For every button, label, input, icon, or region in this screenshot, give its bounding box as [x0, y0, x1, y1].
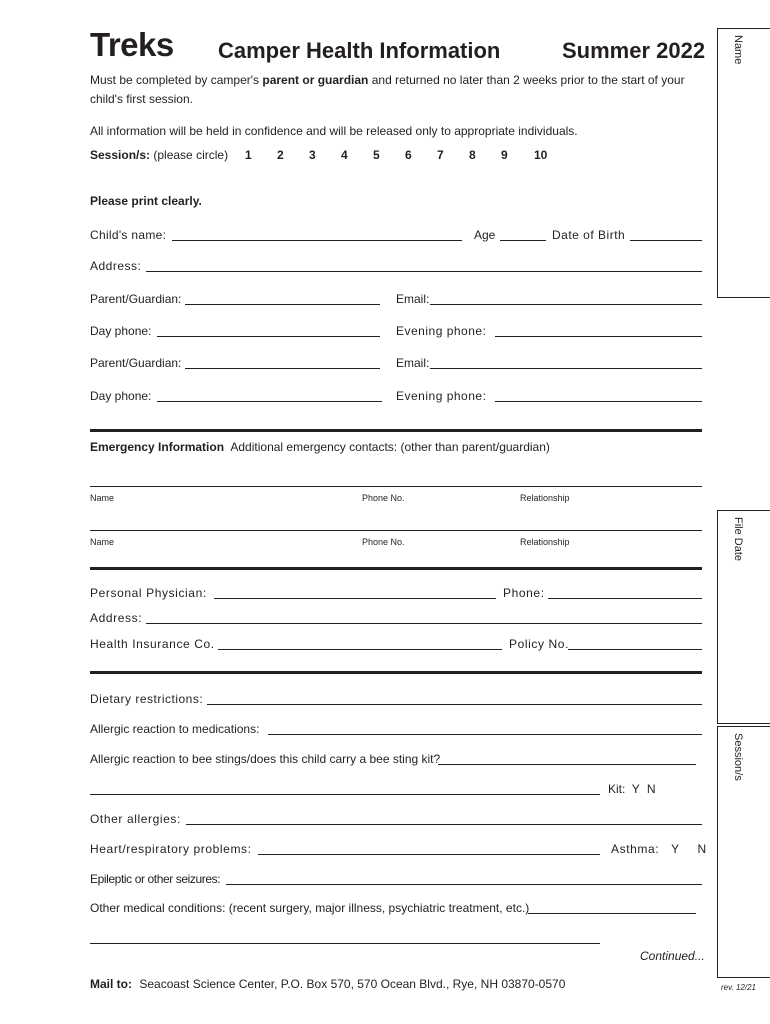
brand-title: Treks [90, 26, 174, 63]
kit-label: Kit: [608, 782, 626, 796]
asthma-no-option[interactable]: N [697, 842, 707, 856]
intro-line-2: child's first session. [90, 92, 193, 106]
bee-sting-label: Allergic reaction to bee stings/does this child carry a bee sting kit? [90, 752, 441, 766]
other-conditions-field-2[interactable] [90, 931, 600, 944]
asthma-row [611, 842, 707, 856]
emergency-2-phone-caption: Phone No. [362, 537, 405, 547]
session-option[interactable]: 1 [245, 148, 252, 162]
emergency-title: Emergency Information [90, 440, 225, 454]
session-option[interactable]: 10 [534, 148, 548, 162]
intro-text-bold: parent or guardian [262, 73, 369, 87]
asthma-label: Asthma: [611, 842, 660, 856]
session-option[interactable]: 6 [405, 148, 412, 162]
address-label: Address: [90, 259, 142, 273]
physician-phone-label: Phone: [503, 586, 545, 600]
insurance-label: Health Insurance Co. [90, 637, 215, 651]
sessions-label: Session/s: [90, 148, 151, 162]
file-date-tab-label: File Date [732, 517, 744, 562]
kit-no-option[interactable]: N [646, 782, 656, 796]
confidence-note: All information will be held in confidence and will be released only to appropriate individuals. [90, 124, 578, 138]
print-clearly-note: Please print clearly. [90, 194, 202, 208]
other-conditions-label: Other medical conditions: (recent surgery, major illness, psychiatric treatment, etc.) [90, 901, 530, 915]
physician-field[interactable] [214, 586, 496, 599]
sessions-label-row [90, 148, 228, 162]
dietary-label: Dietary restrictions: [90, 692, 204, 706]
session-option[interactable]: 8 [469, 148, 476, 162]
parent2-field[interactable] [185, 356, 380, 369]
day-phone2-label: Day phone: [90, 389, 152, 403]
session-option[interactable]: 7 [437, 148, 444, 162]
seizures-field[interactable] [226, 872, 702, 885]
kit-row [608, 782, 656, 796]
evening-phone2-label: Evening phone: [396, 389, 487, 403]
section-divider [90, 671, 702, 674]
heart-field[interactable] [258, 842, 600, 855]
section-divider [90, 429, 702, 432]
parent2-label: Parent/Guardian: [90, 356, 182, 370]
evening-phone1-field[interactable] [495, 324, 702, 337]
dob-field[interactable] [630, 228, 702, 241]
policy-label: Policy No. [509, 637, 570, 651]
emergency-2-relationship-caption: Relationship [520, 537, 570, 547]
dob-label: Date of Birth [552, 228, 626, 242]
parent1-label: Parent/Guardian: [90, 292, 182, 306]
session-option[interactable]: 9 [501, 148, 508, 162]
mail-to-row [90, 977, 565, 991]
physician-address-field[interactable] [146, 611, 702, 624]
emergency-1-name-caption: Name [90, 493, 115, 503]
emergency-1-relationship-caption: Relationship [520, 493, 570, 503]
continued-note: Continued... [640, 949, 705, 963]
other-conditions-field[interactable] [528, 901, 696, 914]
emergency-contact-1-field[interactable] [90, 474, 702, 487]
bee-sting-details-field[interactable] [90, 782, 600, 795]
child-name-label: Child's name: [90, 228, 167, 242]
emergency-contact-2-field[interactable] [90, 518, 702, 531]
intro-text-pre: Must be completed by camper's [90, 73, 263, 87]
other-allergies-field[interactable] [186, 812, 702, 825]
emergency-subtitle: Additional emergency contacts: (other than parent/guardian) [230, 440, 550, 454]
evening-phone2-field[interactable] [495, 389, 702, 402]
intro-line-1 [90, 73, 685, 87]
parent1-field[interactable] [185, 292, 380, 305]
physician-phone-field[interactable] [548, 586, 702, 599]
day-phone1-field[interactable] [157, 324, 380, 337]
emergency-1-phone-caption: Phone No. [362, 493, 405, 503]
other-allergies-label: Other allergies: [90, 812, 181, 826]
session-option[interactable]: 2 [277, 148, 284, 162]
email1-field[interactable] [430, 292, 702, 305]
address-field[interactable] [146, 259, 702, 272]
mail-to-address: Seacoast Science Center, P.O. Box 570, 570 Ocean Blvd., Rye, NH 03870-0570 [139, 977, 566, 991]
day-phone1-label: Day phone: [90, 324, 152, 338]
mail-to-label: Mail to: [90, 977, 132, 991]
email2-label: Email: [396, 356, 430, 370]
physician-label: Personal Physician: [90, 586, 207, 600]
emergency-2-name-caption: Name [90, 537, 115, 547]
evening-phone1-label: Evening phone: [396, 324, 487, 338]
section-divider [90, 567, 702, 570]
emergency-heading [90, 440, 550, 454]
bee-sting-field[interactable] [438, 752, 696, 765]
kit-yes-option[interactable]: Y [631, 782, 640, 796]
heart-label: Heart/respiratory problems: [90, 842, 252, 856]
session-option[interactable]: 3 [309, 148, 316, 162]
age-label: Age [474, 228, 496, 242]
revision-note: rev. 12/21 [721, 983, 756, 992]
season-title: Summer 2022 [562, 38, 706, 63]
child-name-field[interactable] [172, 228, 462, 241]
sessions-hint: (please circle) [153, 148, 229, 162]
asthma-yes-option[interactable]: Y [671, 842, 680, 856]
policy-field[interactable] [568, 637, 702, 650]
age-field[interactable] [500, 228, 546, 241]
dietary-field[interactable] [207, 692, 702, 705]
email1-label: Email: [396, 292, 430, 306]
name-tab [717, 28, 770, 298]
med-allergy-label: Allergic reaction to medications: [90, 722, 260, 736]
sessions-tab [717, 726, 770, 978]
email2-field[interactable] [430, 356, 702, 369]
intro-text-post: and returned no later than 2 weeks prior to the start of your [368, 73, 685, 87]
med-allergy-field[interactable] [268, 722, 702, 735]
physician-address-label: Address: [90, 611, 143, 625]
name-tab-label: Name [732, 35, 744, 65]
form-title: Camper Health Information [218, 38, 501, 63]
insurance-field[interactable] [218, 637, 502, 650]
session-option[interactable]: 5 [373, 148, 380, 162]
day-phone2-field[interactable] [157, 389, 382, 402]
sessions-tab-label: Session/s [732, 733, 744, 781]
session-option[interactable]: 4 [341, 148, 348, 162]
seizures-label: Epileptic or other seizures: [90, 872, 221, 886]
file-date-tab [717, 510, 770, 724]
